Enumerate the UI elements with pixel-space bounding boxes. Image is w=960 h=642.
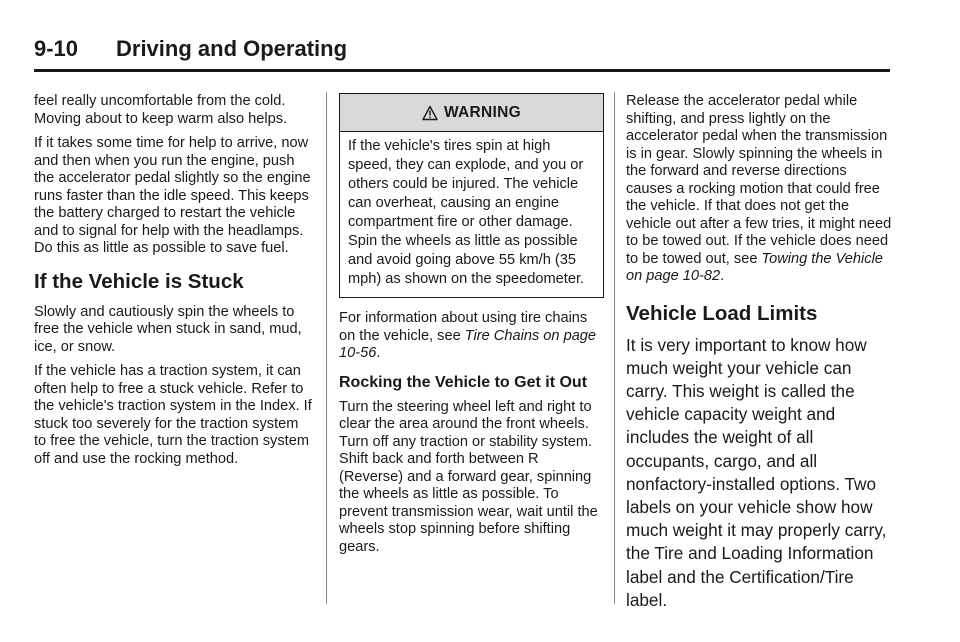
body-paragraph: Slowly and cautiously spin the wheels to free the vehicle when stuck in sand, mud, ice, or snow.: [34, 303, 302, 355]
paragraph-text: Release the accelerator pedal while shifting, and press lightly on the accelerator pedal when the transmission is in gear. Slowly spinning the wheels in the forward and reverse directions causes a rocking motion that could free the vehicle. If that does not get the vehicle out after a few tries, it might need to be towed out. If the vehicle does need to be towed out, see: [626, 93, 892, 267]
warning-header: [340, 94, 603, 132]
body-paragraph: feel really uncomfortable from the cold. Moving about to keep warm also helps.: [34, 93, 288, 127]
page-number: 9-10: [34, 36, 79, 61]
section-title: Driving and Operating: [116, 36, 348, 61]
section-heading-stuck: If the Vehicle is Stuck: [34, 269, 244, 293]
body-paragraph: If the vehicle has a traction system, it can often help to free a stuck vehicle. Refer to the vehicle's traction system in the Index. If stuck too severely for the traction system to free the vehicle, turn the traction system off and use the rocking method.: [34, 363, 312, 467]
column-right: [626, 93, 894, 619]
warning-box: [339, 93, 604, 298]
warning-text: If the vehicle's tires spin at high speed, they can explode, and you or others could be injured. The vehicle can overheat, causing an engine compartment fire or other damage. Spin the wheels as little as possible and avoid going above 55 km/h (35 mph) as shown on the speedometer.: [348, 138, 585, 287]
section-heading-load-limits: Vehicle Load Limits: [626, 301, 818, 325]
body-paragraph: Turn the steering wheel left and right to clear the area around the front wheels. Turn off any traction or stability system. Shift back and forth between R (Reverse) and a forward gear, spinning the wheels as little as possible. To prevent transmission wear, wait until the wheels stop spinning before shifting gears.: [339, 398, 598, 555]
column-divider-right: [614, 92, 615, 604]
column-middle: [339, 93, 604, 563]
column-divider-left: [326, 92, 327, 604]
paragraph-end: .: [720, 268, 725, 284]
body-paragraph-large: It is very important to know how much weight your vehicle can carry. This weight is called the vehicle capacity weight and includes the weight of all occupants, cargo, and all nonfactory-installed options. Two labels on your vehicle show how much weight it may properly carry, the Tire and Loading Information label and the Certification/Tire label.: [626, 334, 887, 610]
paragraph-end: .: [376, 345, 381, 361]
paragraph-text: For information about using tire chains on the vehicle, see: [339, 310, 588, 344]
page-header: [34, 36, 890, 72]
body-paragraph: If it takes some time for help to arrive, now and then when you run the engine, push the accelerator pedal slightly so the engine runs faster than the idle speed. This keeps the battery charged to restart the vehicle and to signal for help with the headlamps. Do this as little as possible to save fuel.: [34, 135, 311, 256]
subsection-heading-rocking: Rocking the Vehicle to Get it Out: [339, 373, 588, 391]
warning-triangle-icon: [422, 105, 438, 121]
column-left: [34, 93, 314, 475]
cross-reference-tire-chains[interactable]: Tire Chains on page 10-56: [339, 327, 597, 361]
body-paragraph: [626, 93, 894, 286]
cross-reference-towing[interactable]: Towing the Vehicle on page 10-82: [626, 250, 883, 284]
warning-title: WARNING: [443, 103, 521, 121]
body-paragraph: [339, 310, 604, 363]
